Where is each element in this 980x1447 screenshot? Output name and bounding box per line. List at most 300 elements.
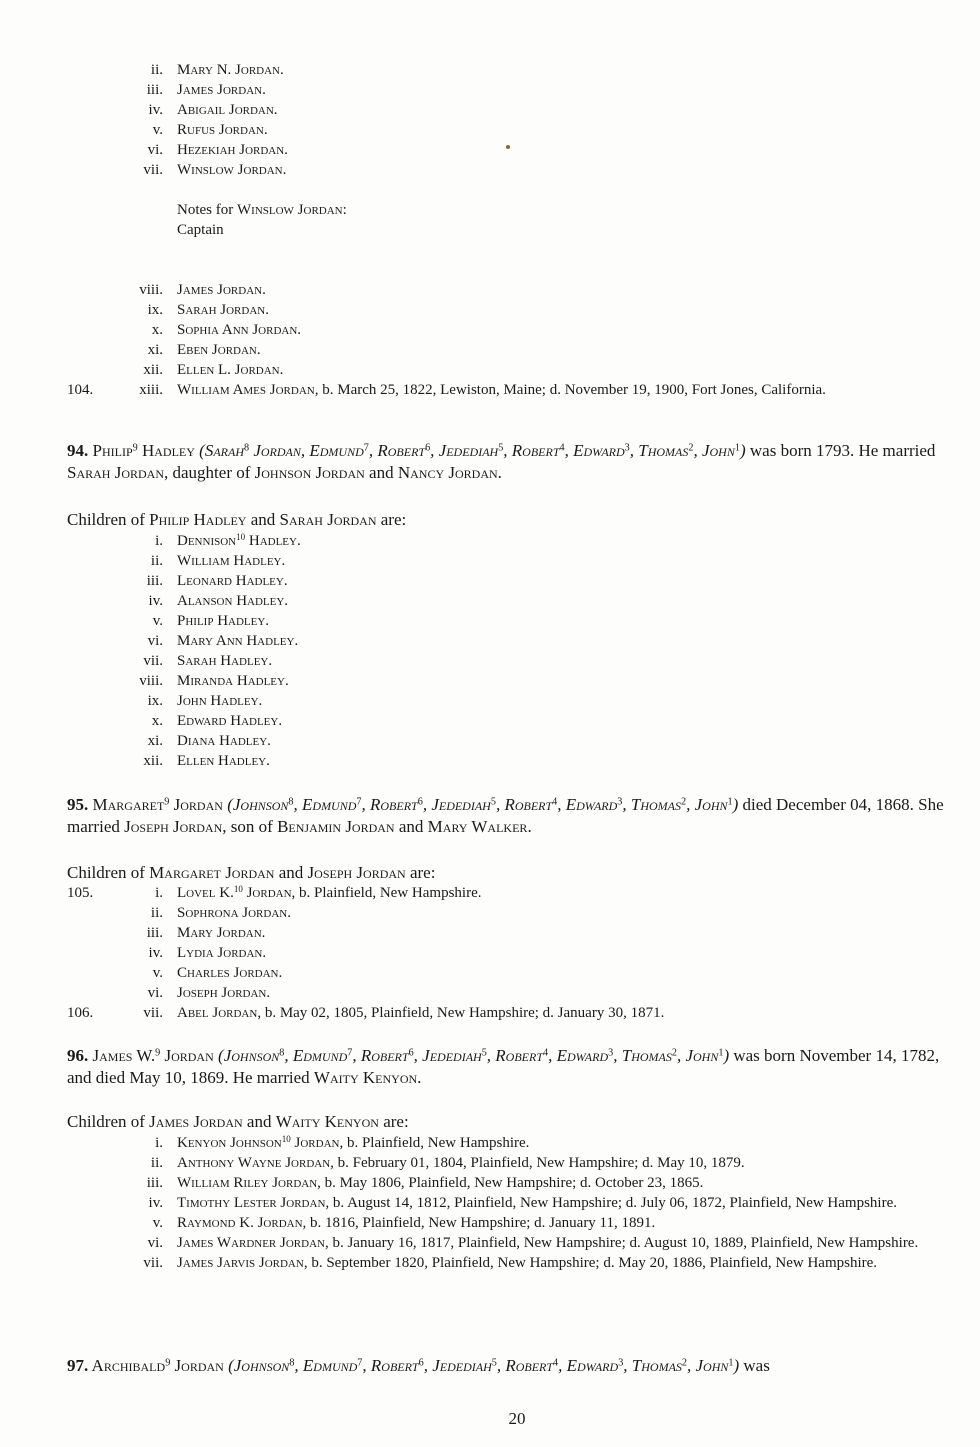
list-item xyxy=(0,1233,980,1253)
text-segment: Jordan xyxy=(169,795,228,814)
text-segment: James Wardner Jordan xyxy=(177,1235,325,1251)
generation-superscript: 3 xyxy=(618,1357,624,1369)
list-item xyxy=(0,1003,980,1023)
child-entry-text xyxy=(177,903,947,923)
child-entry-text xyxy=(177,1153,947,1173)
child-entry-text xyxy=(177,691,947,711)
text-segment: , Jedediah xyxy=(430,441,499,460)
text-segment: , b. May 02, 1805, Plainfield, New Hampshire; d. January 30, 1871. xyxy=(257,1005,665,1021)
child-entry-text xyxy=(177,1233,947,1253)
list-item xyxy=(0,280,980,300)
roman-numeral: v. xyxy=(152,965,163,981)
generation-superscript: 4 xyxy=(552,796,558,808)
roman-numeral: vii. xyxy=(143,653,163,669)
text-segment: Rufus Jordan. xyxy=(177,122,268,138)
list-item xyxy=(0,120,980,140)
roman-numeral: x. xyxy=(151,713,163,729)
text-segment: James Jordan. xyxy=(177,282,266,298)
child-entry-text xyxy=(177,60,947,80)
text-segment: William Ames Jordan xyxy=(177,382,315,398)
list-item xyxy=(0,1193,980,1213)
text-segment: , Jedediah xyxy=(422,795,491,814)
list-item xyxy=(0,611,980,631)
text-segment: are: xyxy=(376,510,407,529)
text-segment: Margaret xyxy=(88,795,165,814)
generation-superscript: 9 xyxy=(164,796,170,808)
text-segment: ( xyxy=(228,1356,234,1375)
text-segment: was born November 14, 1782, and died May 10, 1869. He married xyxy=(67,1046,940,1087)
child-entry-text xyxy=(177,1213,947,1233)
entry-95-paragraph xyxy=(67,794,947,837)
text-segment: , Robert xyxy=(368,441,426,460)
generation-superscript: 4 xyxy=(553,1357,559,1369)
text-segment: John Hadley. xyxy=(177,693,263,709)
generation-superscript: 8 xyxy=(288,796,294,808)
text-segment: Winslow Jordan. xyxy=(177,162,287,178)
text-segment: , b. 1816, Plainfield, New Hampshire; d. January 11, 1891. xyxy=(302,1215,656,1231)
text-segment: Children of xyxy=(67,510,150,529)
text-segment: , Edward xyxy=(557,795,618,814)
text-segment: Joseph Jordan. xyxy=(177,985,271,1001)
generation-superscript: 5 xyxy=(498,442,504,454)
text-segment: ) xyxy=(733,1356,740,1375)
text-segment: Mary Jordan. xyxy=(177,925,266,941)
text-segment: Diana Hadley. xyxy=(177,733,271,749)
entry-96-children-list xyxy=(0,1133,980,1273)
text-segment: , John xyxy=(686,795,728,814)
child-entry-text xyxy=(177,751,947,771)
text-segment: Philip Hadley. xyxy=(177,613,270,629)
child-entry-text xyxy=(177,571,947,591)
reference-number: 105. xyxy=(67,885,94,901)
roman-numeral: iii. xyxy=(146,925,163,941)
roman-numeral: vi. xyxy=(147,985,163,1001)
text-segment: William Hadley. xyxy=(177,553,286,569)
generation-superscript: 7 xyxy=(357,1357,363,1369)
text-segment: Notes for xyxy=(177,202,237,218)
text-segment: Abel Jordan xyxy=(177,1005,258,1021)
child-entry-text xyxy=(177,963,947,983)
text-segment: Johnson xyxy=(233,1356,290,1375)
text-segment: , John xyxy=(693,441,735,460)
generation-superscript: 3 xyxy=(608,1047,614,1059)
text-segment: Archibald xyxy=(88,1356,166,1375)
roman-numeral: xiii. xyxy=(139,382,163,398)
list-item xyxy=(0,140,980,160)
text-segment: Joseph Jordan xyxy=(124,816,223,836)
child-entry-text xyxy=(177,551,947,571)
generation-superscript: 6 xyxy=(417,796,423,808)
child-entry-text xyxy=(177,1193,947,1213)
text-segment: , Thomas xyxy=(622,795,682,814)
text-segment: , b. August 14, 1812, Plainfield, New Hampshire; d. July 06, 1872, Plainfield, New Hampshire. xyxy=(325,1195,897,1211)
list-item xyxy=(0,591,980,611)
text-segment: Ellen Hadley. xyxy=(177,753,270,769)
text-segment: William Riley Jordan xyxy=(177,1175,318,1191)
generation-superscript: 1 xyxy=(728,1357,734,1369)
text-segment: , b. May 1806, Plainfield, New Hampshire; d. October 23, 1865. xyxy=(317,1175,704,1191)
list-item xyxy=(0,1133,980,1153)
text-segment: Children of xyxy=(67,1112,150,1131)
text-segment: Jordan, Edmund xyxy=(249,441,364,460)
text-segment: 94. xyxy=(67,441,89,460)
list-item xyxy=(0,380,980,400)
text-segment: Winslow Jordan xyxy=(237,202,343,218)
text-segment: Jordan xyxy=(160,1046,219,1065)
roman-numeral: vii. xyxy=(143,1255,163,1271)
text-segment: , Edmund xyxy=(293,795,357,814)
text-segment: and xyxy=(242,1112,276,1131)
text-segment: are: xyxy=(378,1112,409,1131)
text-segment: Hezekiah Jordan. xyxy=(177,142,288,158)
list-item xyxy=(0,1213,980,1233)
generation-superscript: 1 xyxy=(727,796,733,808)
text-segment: , Robert xyxy=(486,1046,543,1065)
roman-numeral: xii. xyxy=(143,362,163,378)
roman-numeral: v. xyxy=(152,1215,163,1231)
roman-numeral: x. xyxy=(151,322,163,338)
text-segment: Margaret Jordan xyxy=(149,863,275,882)
generation-superscript: 6 xyxy=(425,442,431,454)
text-segment: , Edward xyxy=(548,1046,609,1065)
roman-numeral: iii. xyxy=(146,573,163,589)
text-segment: ( xyxy=(199,441,205,460)
child-entry-text xyxy=(177,160,947,180)
roman-numeral: vi. xyxy=(147,142,163,158)
text-segment: Benjamin Jordan xyxy=(277,816,395,836)
child-entry-text xyxy=(177,611,947,631)
text-segment: ( xyxy=(218,1046,224,1065)
text-segment: , Robert xyxy=(352,1046,409,1065)
generation-superscript: 9 xyxy=(132,442,138,454)
generation-superscript: 9 xyxy=(155,1047,161,1059)
roman-numeral: v. xyxy=(152,122,163,138)
text-segment: Jordan xyxy=(170,1356,229,1375)
text-segment: . xyxy=(527,816,532,836)
text-segment: , son of xyxy=(222,816,278,836)
roman-numeral: xi. xyxy=(147,342,163,358)
roman-numeral: ii. xyxy=(150,1155,163,1171)
text-segment: Dennison xyxy=(177,533,237,549)
roman-numeral: viii. xyxy=(139,673,163,689)
child-entry-text xyxy=(177,1133,947,1153)
list-item xyxy=(0,300,980,320)
notes-heading xyxy=(177,200,347,220)
generation-superscript: 10 xyxy=(236,532,246,543)
list-item xyxy=(0,883,980,903)
entry-94-children-list xyxy=(0,531,980,771)
generation-superscript: 6 xyxy=(418,1357,424,1369)
list-item xyxy=(0,691,980,711)
text-segment: Sophia Ann Jordan. xyxy=(177,322,302,338)
generation-superscript: 10 xyxy=(281,1134,291,1145)
text-segment: , b. September 1820, Plainfield, New Hampshire; d. May 20, 1886, Plainfield, New Hampshire. xyxy=(303,1255,878,1271)
text-segment: , Edward xyxy=(558,1356,619,1375)
text-segment: , daughter of xyxy=(164,462,255,482)
child-entry-text xyxy=(177,320,947,340)
child-entry-text xyxy=(177,1253,947,1273)
text-segment: , Edmund xyxy=(284,1046,348,1065)
generation-superscript: 8 xyxy=(289,1357,295,1369)
generation-superscript: 5 xyxy=(481,1047,487,1059)
generation-superscript: 5 xyxy=(490,796,496,808)
roman-numeral: i. xyxy=(155,885,163,901)
list-item xyxy=(0,1153,980,1173)
list-item xyxy=(0,80,980,100)
generation-superscript: 2 xyxy=(688,442,694,454)
text-segment: , Robert xyxy=(496,1356,554,1375)
list-item xyxy=(0,1253,980,1273)
generation-superscript: 8 xyxy=(243,442,250,454)
child-entry-text xyxy=(177,923,947,943)
text-segment: Kenyon Johnson xyxy=(177,1135,282,1151)
roman-numeral: viii. xyxy=(139,282,163,298)
text-segment: James W. xyxy=(88,1046,156,1065)
roman-numeral: vii. xyxy=(143,1005,163,1021)
child-entry-text xyxy=(177,531,947,551)
text-segment: Ellen L. Jordan. xyxy=(177,362,284,378)
text-segment: Lydia Jordan. xyxy=(177,945,267,961)
generation-superscript: 7 xyxy=(347,1047,353,1059)
child-entry-text xyxy=(177,883,947,903)
text-segment: Jordan xyxy=(242,885,292,901)
roman-numeral: iii. xyxy=(146,1175,163,1191)
text-segment: Jordan xyxy=(290,1135,340,1151)
roman-numeral: iv. xyxy=(148,102,163,118)
text-segment: Mary Walker xyxy=(427,816,528,836)
text-segment: , Thomas xyxy=(629,441,689,460)
roman-numeral: xi. xyxy=(147,733,163,749)
list-item xyxy=(0,571,980,591)
generation-superscript: 3 xyxy=(617,796,623,808)
roman-numeral: i. xyxy=(155,533,163,549)
list-item xyxy=(0,651,980,671)
text-segment: Eben Jordan. xyxy=(177,342,261,358)
text-segment: , b. Plainfield, New Hampshire. xyxy=(339,1135,530,1151)
list-item xyxy=(0,631,980,651)
text-segment: was xyxy=(739,1356,770,1375)
text-segment: 95. xyxy=(67,795,89,814)
list-item xyxy=(0,943,980,963)
roman-numeral: i. xyxy=(155,1135,163,1151)
text-segment: , b. February 01, 1804, Plainfield, New Hampshire; d. May 10, 1879. xyxy=(330,1155,745,1171)
child-entry-text xyxy=(177,1003,947,1023)
text-segment: , Thomas xyxy=(613,1046,672,1065)
child-entry-text xyxy=(177,380,947,400)
text-segment: Abigail Jordan. xyxy=(177,102,278,118)
text-segment: Johnson xyxy=(232,795,289,814)
roman-numeral: ii. xyxy=(150,905,163,921)
text-segment: : xyxy=(342,202,347,218)
child-entry-text xyxy=(177,80,947,100)
generation-superscript: 3 xyxy=(624,442,630,454)
roman-numeral: vi. xyxy=(147,1235,163,1251)
notes-body: Captain xyxy=(177,222,224,238)
roman-numeral: iii. xyxy=(146,82,163,98)
child-entry-text xyxy=(177,340,947,360)
list-item xyxy=(0,671,980,691)
text-segment: Alanson Hadley. xyxy=(177,593,289,609)
roman-numeral: ix. xyxy=(147,693,163,709)
child-entry-text xyxy=(177,591,947,611)
list-item xyxy=(0,903,980,923)
text-segment: , Edmund xyxy=(294,1356,358,1375)
roman-numeral: vii. xyxy=(143,162,163,178)
text-segment: 96. xyxy=(67,1046,89,1065)
text-segment: Sarah xyxy=(204,441,244,460)
text-segment: Sarah Jordan. xyxy=(177,302,269,318)
text-segment: and xyxy=(246,510,280,529)
text-segment: Sarah Jordan xyxy=(279,510,377,529)
list-item xyxy=(0,1173,980,1193)
entry-94-paragraph xyxy=(67,440,947,483)
text-segment: Waity Kenyon xyxy=(313,1067,418,1087)
text-segment: Lovel K. xyxy=(177,885,234,901)
text-segment: Mary N. Jordan. xyxy=(177,62,284,78)
text-segment: Nancy Jordan xyxy=(397,462,498,482)
text-segment: Edward Hadley. xyxy=(177,713,283,729)
child-entry-text xyxy=(177,651,947,671)
generation-superscript: 4 xyxy=(543,1047,549,1059)
text-segment: Timothy Lester Jordan xyxy=(177,1195,326,1211)
roman-numeral: ii. xyxy=(150,553,163,569)
roman-numeral: iv. xyxy=(148,593,163,609)
text-segment: ) xyxy=(732,795,739,814)
entry-95-children-heading xyxy=(67,862,435,883)
text-segment: and xyxy=(394,816,428,836)
text-segment: Hadley xyxy=(137,441,200,460)
text-segment: Sarah Jordan xyxy=(67,462,164,482)
text-segment: Sophrona Jordan. xyxy=(177,905,291,921)
text-segment: , Jedediah xyxy=(423,1356,492,1375)
child-entry-text xyxy=(177,983,947,1003)
text-segment: ) xyxy=(739,441,746,460)
roman-numeral: ii. xyxy=(150,62,163,78)
roman-numeral: iv. xyxy=(148,945,163,961)
list-item xyxy=(0,160,980,180)
list-item xyxy=(0,60,980,80)
child-entry-text xyxy=(177,671,947,691)
text-segment: Children of xyxy=(67,863,150,882)
child-entry-text xyxy=(177,140,947,160)
text-segment: . xyxy=(497,462,502,482)
text-segment: , Edward xyxy=(564,441,625,460)
entry-97-paragraph xyxy=(67,1355,947,1377)
text-segment: , b. Plainfield, New Hampshire. xyxy=(291,885,482,901)
text-segment: James Jordan. xyxy=(177,82,266,98)
list-item xyxy=(0,711,980,731)
text-segment: , Jedediah xyxy=(413,1046,482,1065)
reference-number: 106. xyxy=(67,1005,94,1021)
child-entry-text xyxy=(177,943,947,963)
child-entry-text xyxy=(177,711,947,731)
children-list-continued xyxy=(0,60,980,180)
list-item xyxy=(0,340,980,360)
child-entry-text xyxy=(177,120,947,140)
text-segment: Waity Kenyon xyxy=(275,1112,379,1131)
generation-superscript: 8 xyxy=(279,1047,285,1059)
generation-superscript: 7 xyxy=(356,796,362,808)
text-segment: , Robert xyxy=(361,795,418,814)
text-segment: , Robert xyxy=(503,441,560,460)
text-segment: , Robert xyxy=(495,795,553,814)
text-segment: and xyxy=(364,462,398,482)
child-entry-text xyxy=(177,280,947,300)
entry-94-children-heading xyxy=(67,509,406,530)
generation-superscript: 6 xyxy=(408,1047,414,1059)
list-item xyxy=(0,320,980,340)
roman-numeral: v. xyxy=(152,613,163,629)
roman-numeral: xii. xyxy=(143,753,163,769)
text-segment: Joseph Jordan xyxy=(307,863,406,882)
children-list-continued-2 xyxy=(0,280,980,400)
generation-superscript: 2 xyxy=(671,1047,677,1059)
entry-96-children-heading xyxy=(67,1111,409,1132)
generation-superscript: 4 xyxy=(559,442,565,454)
text-segment: ) xyxy=(723,1046,730,1065)
generation-superscript: 7 xyxy=(363,442,369,454)
text-segment: Sarah Hadley. xyxy=(177,653,273,669)
text-segment: , b. January 16, 1817, Plainfield, New Hampshire; d. August 10, 1889, Plainfield, New Hampshire. xyxy=(324,1235,919,1251)
text-segment: , Thomas xyxy=(623,1356,682,1375)
text-segment: James Jordan xyxy=(149,1112,243,1131)
text-segment: Philip Hadley xyxy=(149,510,247,529)
list-item xyxy=(0,551,980,571)
generation-superscript: 2 xyxy=(681,1357,687,1369)
text-segment: Johnson Jordan xyxy=(254,462,365,482)
text-segment: Charles Jordan. xyxy=(177,965,283,981)
text-segment: was born 1793. He married xyxy=(745,441,936,460)
list-item xyxy=(0,751,980,771)
text-segment: . xyxy=(417,1067,422,1087)
generation-superscript: 10 xyxy=(233,884,243,895)
text-segment: Miranda Hadley. xyxy=(177,673,289,689)
list-item xyxy=(0,360,980,380)
text-segment: , b. March 25, 1822, Lewiston, Maine; d. November 19, 1900, Fort Jones, California. xyxy=(314,382,826,398)
child-entry-text xyxy=(177,360,947,380)
text-segment: and xyxy=(274,863,308,882)
text-segment: Philip xyxy=(88,441,133,460)
text-segment: 97. xyxy=(67,1356,89,1375)
roman-numeral: iv. xyxy=(148,1195,163,1211)
list-item xyxy=(0,531,980,551)
list-item xyxy=(0,731,980,751)
generation-superscript: 9 xyxy=(165,1357,171,1369)
generation-superscript: 2 xyxy=(681,796,687,808)
text-segment: died December 04, 1868. She married xyxy=(67,795,944,836)
entry-96-paragraph xyxy=(67,1045,947,1088)
reference-number: 104. xyxy=(67,382,94,398)
child-entry-text xyxy=(177,300,947,320)
generation-superscript: 1 xyxy=(734,442,740,454)
text-segment: Leonard Hadley. xyxy=(177,573,288,589)
child-entry-text xyxy=(177,731,947,751)
text-segment: Mary Ann Hadley. xyxy=(177,633,299,649)
generation-superscript: 1 xyxy=(718,1047,724,1059)
text-segment: , John xyxy=(676,1046,719,1065)
text-segment: James Jarvis Jordan xyxy=(177,1255,304,1271)
list-item xyxy=(0,923,980,943)
entry-95-children-list xyxy=(0,883,980,1023)
text-segment: Johnson xyxy=(223,1046,280,1065)
child-entry-text xyxy=(177,100,947,120)
text-segment: Anthony Wayne Jordan xyxy=(177,1155,331,1171)
roman-numeral: ix. xyxy=(147,302,163,318)
text-segment: Hadley. xyxy=(245,533,301,549)
text-segment: , John xyxy=(687,1356,729,1375)
text-segment: Raymond K. Jordan xyxy=(177,1215,303,1231)
child-entry-text xyxy=(177,1173,947,1193)
